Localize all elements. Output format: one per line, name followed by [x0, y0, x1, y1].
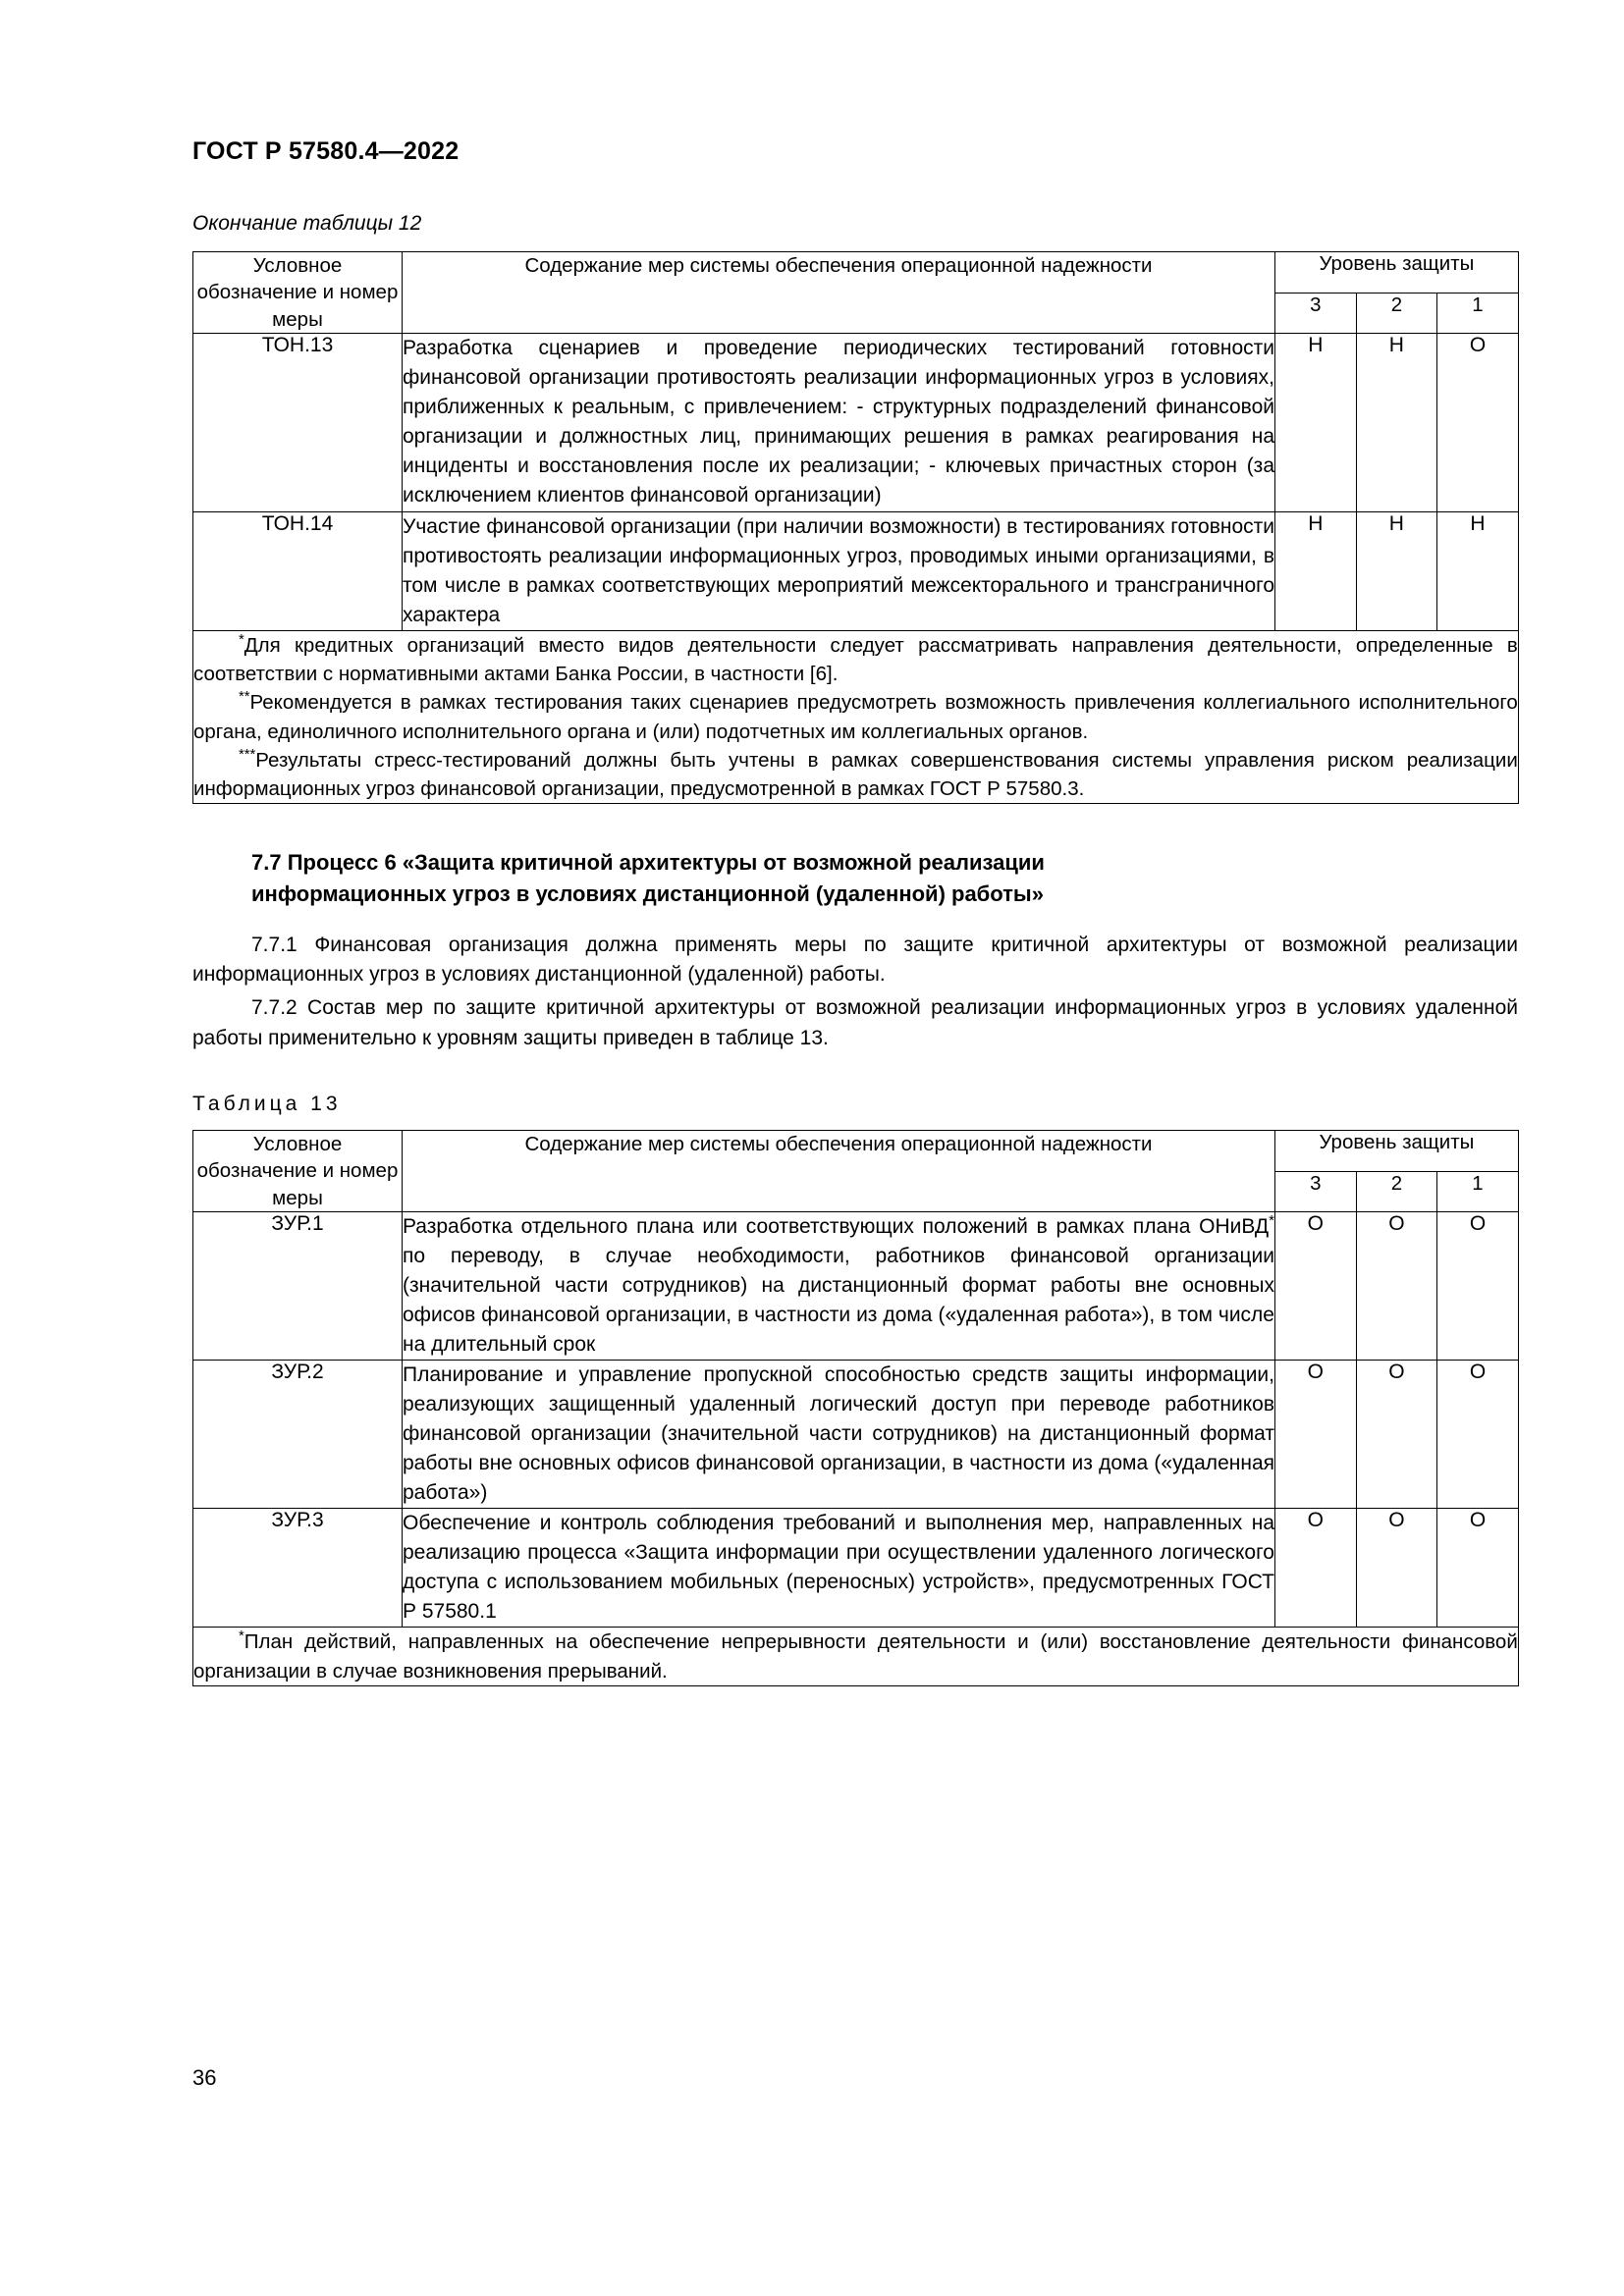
measure-text: Разработка сценариев и проведение периодических тестирований готовности финансовой организации противостоять реализации информационных угроз в условиях, приближенных к реальным, с привлечением: - структурных подразделений финансовой организации и должностных лиц, принимающих решения в рамках реагирования на инциденты и восстановления после их реализации; - ключевых причастных сторон (за исключением клиентов финансовой организации) [403, 334, 1275, 511]
measure-code: ЗУР.2 [193, 1361, 403, 1509]
table-13-header-row [193, 1130, 1519, 1171]
table-row [193, 334, 1519, 511]
table-12-header-levels: Уровень защиты [1275, 252, 1519, 294]
paragraph-7-7-2: 7.7.2 Состав мер по защите критичной архитектуры от возможной реализации информационных угроз в условиях удаленной работы применительно к уровням защиты приведен в таблице 13. [192, 996, 1518, 1049]
measure-level-2: Н [1356, 511, 1437, 630]
table-12-header-row [193, 252, 1519, 294]
table-row [193, 1361, 1519, 1509]
table-13-header-code: Условное обозначение и номер меры [193, 1130, 403, 1211]
measure-paragraph [403, 1212, 1274, 1360]
footnote [193, 688, 1518, 746]
measure-level-1: Н [1437, 511, 1519, 630]
measure-level-2: О [1356, 1509, 1437, 1628]
table-13-footnotes [193, 1628, 1519, 1686]
table-12-caption: Окончание таблицы 12 [192, 212, 422, 235]
table-row [193, 1212, 1519, 1361]
measure-code: ЗУР.1 [193, 1212, 403, 1361]
measure-level-3: Н [1275, 511, 1357, 630]
table-13-caption: Таблица 13 [192, 1092, 342, 1115]
table-12-header-level-2: 2 [1356, 293, 1437, 334]
measure-text: Участие финансовой организации (при наличии возможности) в тестированиях готовности противостоять реализации информационных угроз, проводимых иными организациями, в том числе в рамках соответствующих мероприятий межсекторального и трансграничного характера [403, 511, 1275, 630]
measure-level-2: О [1356, 1361, 1437, 1509]
table-12-header-code: Условное обозначение и номер меры [193, 252, 403, 334]
table-row [193, 511, 1519, 630]
table-12 [192, 251, 1519, 804]
footnote-text: Рекомендуется в рамках тестирования таких сценариев предусмотреть возможность привлечения коллегиального исполнительного органа, единоличного исполнительного органа и (или) подотчетных им коллегиальных органов. [193, 691, 1518, 743]
measure-level-1: О [1437, 334, 1519, 511]
table-13 [192, 1130, 1519, 1686]
measure-code: ТОН.14 [193, 511, 403, 630]
measure-code: ТОН.13 [193, 334, 403, 511]
measure-text-before-marker: Разработка отдельного плана или соответствующих положений в рамках плана ОНиВД [403, 1215, 1270, 1239]
measure-text-after-marker: по переводу, в случае необходимости, работников финансовой организации (значительной части сотрудников) на дистанционный формат работы вне основных офисов финансовой организации, в частности из дома («удаленная работа»), в том числе на длительный срок [403, 1245, 1274, 1357]
table-12-footnotes [193, 630, 1519, 804]
footnote-text: Результаты стресс-тестирований должны быть учтены в рамках совершенствования системы управления риском реализации информационных угроз финансовой организации, предусмотренной в рамках ГОСТ Р 57580.3. [193, 748, 1518, 801]
measure-level-3: О [1275, 1212, 1357, 1361]
measure-level-2: О [1356, 1212, 1437, 1361]
footnote [193, 746, 1518, 804]
measure-text [403, 1212, 1275, 1361]
footnote-marker: ** [239, 689, 250, 706]
footnote-marker: * [239, 631, 244, 648]
measure-level-1: О [1437, 1361, 1519, 1509]
footnote-text: План действий, направленных на обеспечение непрерывности деятельности и (или) восстановление деятельности финансовой организации в случае возникновения прерываний. [193, 1630, 1518, 1682]
table-row [193, 1509, 1519, 1628]
footnote-marker: * [239, 1629, 244, 1645]
section-heading-line-1: 7.7 Процесс 6 «Защита критичной архитектуры от возможной реализации [251, 850, 1045, 876]
section-heading-line-2: информационных угроз в условиях дистанционной (удаленной) работы» [251, 881, 1044, 906]
measure-code: ЗУР.3 [193, 1509, 403, 1628]
table-12-header-level-1: 1 [1437, 293, 1519, 334]
measure-level-1: О [1437, 1212, 1519, 1361]
footnote [193, 1628, 1518, 1685]
measure-level-1: О [1437, 1509, 1519, 1628]
measure-level-2: Н [1356, 334, 1437, 511]
table-12-header-level-3: 3 [1275, 293, 1357, 334]
footnote-text: Для кредитных организаций вместо видов деятельности следует рассматривать направления деятельности, определенные в соответствии с нормативными актами Банка России, в частности [6]. [193, 633, 1518, 685]
page-content [192, 212, 1518, 1686]
page-number: 36 [192, 2065, 217, 2090]
measure-text: Обеспечение и контроль соблюдения требований и выполнения мер, направленных на реализацию процесса «Защита информации при осуществлении удаленного логического доступа с использованием мобильных (переносных) устройств», предусмотренных ГОСТ Р 57580.1 [403, 1509, 1275, 1628]
table-13-header-content: Содержание мер системы обеспечения операционной надежности [403, 1130, 1275, 1211]
table-13-notes-row [193, 1628, 1519, 1686]
footnote [193, 631, 1518, 689]
paragraph-7-7-1: 7.7.1 Финансовая организация должна применять меры по защите критичной архитектуры от возможной реализации информационных угроз в условиях дистанционной (удаленной) работы. [192, 933, 1518, 987]
table-13-header-levels: Уровень защиты [1275, 1130, 1519, 1171]
table-12-notes-row [193, 630, 1519, 804]
table-12-header-content: Содержание мер системы обеспечения операционной надежности [403, 252, 1275, 334]
measure-text: Планирование и управление пропускной способностью средств защиты информации, реализующих защищенный удаленный логический доступ при переводе работников финансовой организации (значительной части сотрудников) на дистанционный формат работы вне основных офисов финансовой организации, в частности из дома («удаленная работа») [403, 1361, 1275, 1509]
footnote-marker: * [1269, 1212, 1274, 1230]
section-heading-7-7 [192, 847, 1518, 908]
measure-level-3: О [1275, 1361, 1357, 1509]
document-running-header: ГОСТ Р 57580.4—2022 [192, 137, 460, 165]
table-13-header-level-3: 3 [1275, 1171, 1357, 1212]
table-13-header-level-1: 1 [1437, 1171, 1519, 1212]
table-13-header-level-2: 2 [1356, 1171, 1437, 1212]
footnote-marker: *** [239, 746, 256, 763]
measure-level-3: Н [1275, 334, 1357, 511]
measure-level-3: О [1275, 1509, 1357, 1628]
